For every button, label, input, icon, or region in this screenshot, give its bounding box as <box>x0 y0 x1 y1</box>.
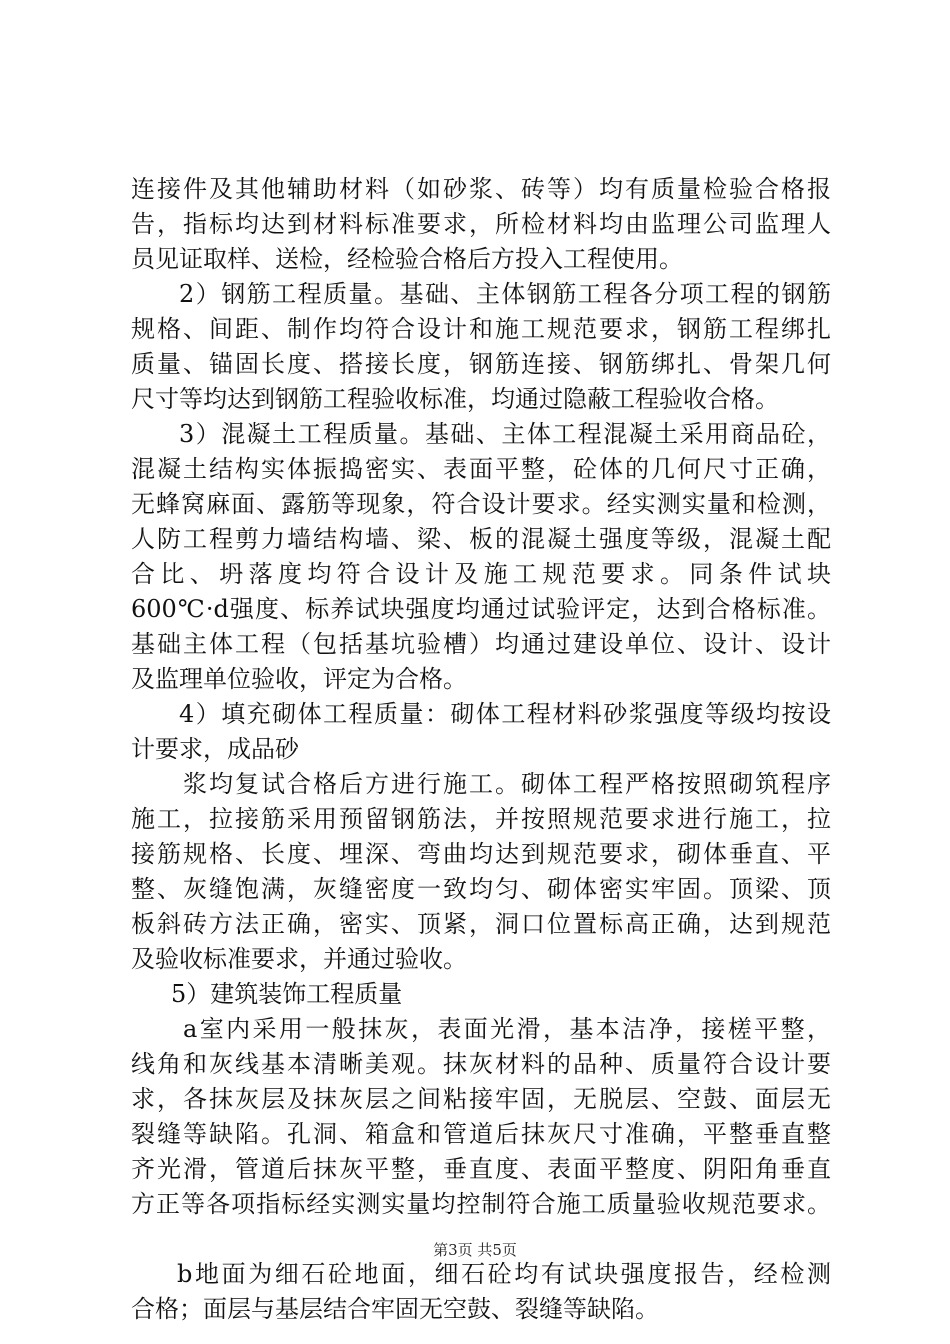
text-line: 及验收标准要求，并通过验收。 <box>131 945 467 973</box>
text-line: 裂缝等缺陷。孔洞、箱盒和管道后抹灰尺寸准确，平整垂直整 <box>131 1120 831 1148</box>
text-line: 尺寸等均达到钢筋工程验收标准，均通过隐蔽工程验收合格。 <box>131 385 779 413</box>
text-line: 板斜砖方法正确，密实、顶紧，洞口位置标高正确，达到规范 <box>131 910 831 938</box>
text-line: 告，指标均达到材料标准要求，所检材料均由监理公司监理人 <box>131 210 831 238</box>
text-line: 无蜂窝麻面、露筋等现象，符合设计要求。经实测实量和检测， <box>131 490 831 518</box>
text-line: 5）建筑装饰工程质量 <box>171 980 403 1008</box>
text-line: 连接件及其他辅助材料（如砂浆、砖等）均有质量检验合格报 <box>131 175 831 203</box>
text-line: 员见证取样、送检，经检验合格后方投入工程使用。 <box>131 245 683 273</box>
text-line: 接筋规格、长度、埋深、弯曲均达到规范要求，砌体垂直、平 <box>131 840 831 868</box>
text-line: 计要求，成品砂 <box>131 735 299 763</box>
text-line: 整、灰缝饱满，灰缝密度一致均匀、砌体密实牢固。顶梁、顶 <box>131 875 831 903</box>
text-line: 规格、间距、制作均符合设计和施工规范要求，钢筋工程绑扎 <box>131 315 831 343</box>
text-line: 基础主体工程（包括基坑验槽）均通过建设单位、设计、设计 <box>131 630 831 658</box>
text-line: a室内采用一般抹灰，表面光滑，基本洁净，接槎平整， <box>183 1015 831 1043</box>
text-line: 浆均复试合格后方进行施工。砌体工程严格按照砌筑程序 <box>183 770 831 798</box>
text-line: 齐光滑，管道后抹灰平整，垂直度、表面平整度、阴阳角垂直 <box>131 1155 831 1183</box>
text-line: 求，各抹灰层及抹灰层之间粘接牢固，无脱层、空鼓、面层无 <box>131 1085 831 1113</box>
text-line: 2）钢筋工程质量。基础、主体钢筋工程各分项工程的钢筋 <box>179 280 831 308</box>
text-line: 合比、坍落度均符合设计及施工规范要求。同条件试块 <box>131 560 831 588</box>
text-line: 质量、锚固长度、搭接长度，钢筋连接、钢筋绑扎、骨架几何 <box>131 350 831 378</box>
text-line: 线角和灰线基本清晰美观。抹灰材料的品种、质量符合设计要 <box>131 1050 831 1078</box>
page-number: 第3页 共5页 <box>433 1241 517 1259</box>
text-line: 4）填充砌体工程质量：砌体工程材料砂浆强度等级均按设 <box>179 700 831 728</box>
text-line: 合格；面层与基层结合牢固无空鼓、裂缝等缺陷。 <box>131 1295 659 1323</box>
text-line: 及监理单位验收，评定为合格。 <box>131 665 467 693</box>
document-body <box>131 172 831 1327</box>
text-line: 3）混凝土工程质量。基础、主体工程混凝土采用商品砼， <box>179 420 831 448</box>
text-line: 施工，拉接筋采用预留钢筋法，并按照规范要求进行施工，拉 <box>131 805 831 833</box>
text-line: 混凝土结构实体振捣密实、表面平整，砼体的几何尺寸正确， <box>131 455 831 483</box>
text-line: 方正等各项指标经实测实量均控制符合施工质量验收规范要求。 <box>131 1190 831 1218</box>
text-line: 人防工程剪力墙结构墙、梁、板的混凝土强度等级，混凝土配 <box>131 525 831 553</box>
text-line: 600℃·d强度、标养试块强度均通过试验评定，达到合格标准。 <box>131 595 831 623</box>
text-line: b地面为细石砼地面，细石砼均有试块强度报告，经检测 <box>177 1260 831 1288</box>
